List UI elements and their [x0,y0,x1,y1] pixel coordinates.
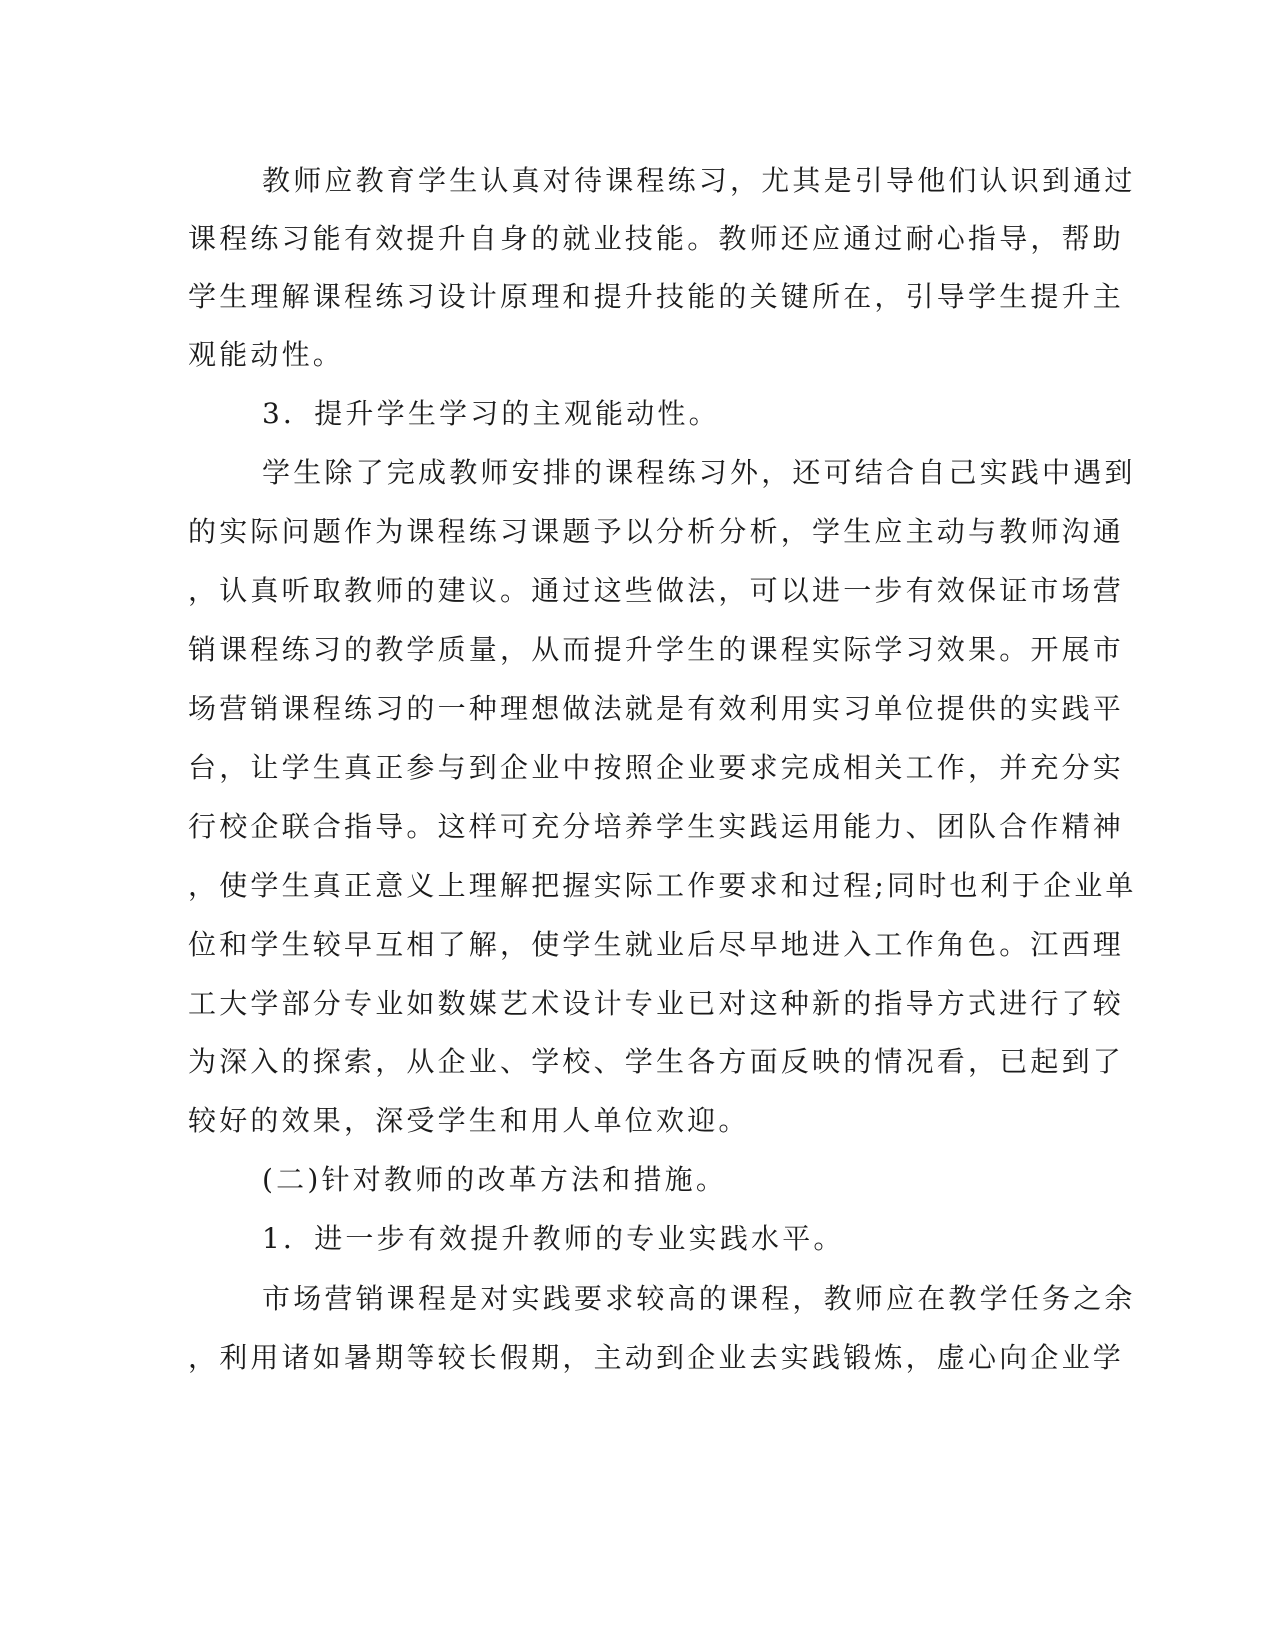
paragraph-line: 台，让学生真正参与到企业中按照企业要求完成相关工作，并充分实 [188,751,1125,784]
paragraph-line: 学生除了完成教师安排的课程练习外，还可结合自己实践中遇到 [262,456,1136,489]
paragraph-line: ，利用诸如暑期等较长假期，主动到企业去实践锻炼，虚心向企业学 [188,1341,1125,1374]
paragraph-line: 观能动性。 [188,338,345,371]
paragraph-line: ，使学生真正意义上理解把握实际工作要求和过程;同时也利于企业单 [188,869,1137,902]
paragraph-line: 课程练习能有效提升自身的就业技能。教师还应通过耐心指导，帮助 [188,222,1125,255]
paragraph-line: 位和学生较早互相了解，使学生就业后尽早地进入工作角色。江西理 [188,928,1125,961]
paragraph-line: ，认真听取教师的建议。通过这些做法，可以进一步有效保证市场营 [188,574,1125,607]
paragraph-line: 较好的效果，深受学生和用人单位欢迎。 [188,1104,750,1137]
paragraph-line: 学生理解课程练习设计原理和提升技能的关键所在，引导学生提升主 [188,280,1125,313]
paragraph-line: 的实际问题作为课程练习课题予以分析分析，学生应主动与教师沟通 [188,515,1125,548]
paragraph-line: 为深入的探索，从企业、学校、学生各方面反映的情况看，已起到了 [188,1045,1125,1078]
paragraph-line: 销课程练习的教学质量，从而提升学生的课程实际学习效果。开展市 [188,633,1125,666]
paragraph-line: 行校企联合指导。这样可充分培养学生实践运用能力、团队合作精神 [188,810,1125,843]
paragraph-line: 市场营销课程是对实践要求较高的课程，教师应在教学任务之余 [262,1282,1136,1315]
section-heading: 3．提升学生学习的主观能动性。 [262,397,720,430]
section-heading: 1．进一步有效提升教师的专业实践水平。 [262,1222,845,1255]
paragraph-line: 教师应教育学生认真对待课程练习，尤其是引导他们认识到通过 [262,164,1136,197]
paragraph-line: 工大学部分专业如数媒艺术设计专业已对这种新的指导方式进行了较 [188,987,1125,1020]
paragraph-line: 场营销课程练习的一种理想做法就是有效利用实习单位提供的实践平 [188,692,1125,725]
section-heading: (二)针对教师的改革方法和措施。 [262,1163,728,1196]
